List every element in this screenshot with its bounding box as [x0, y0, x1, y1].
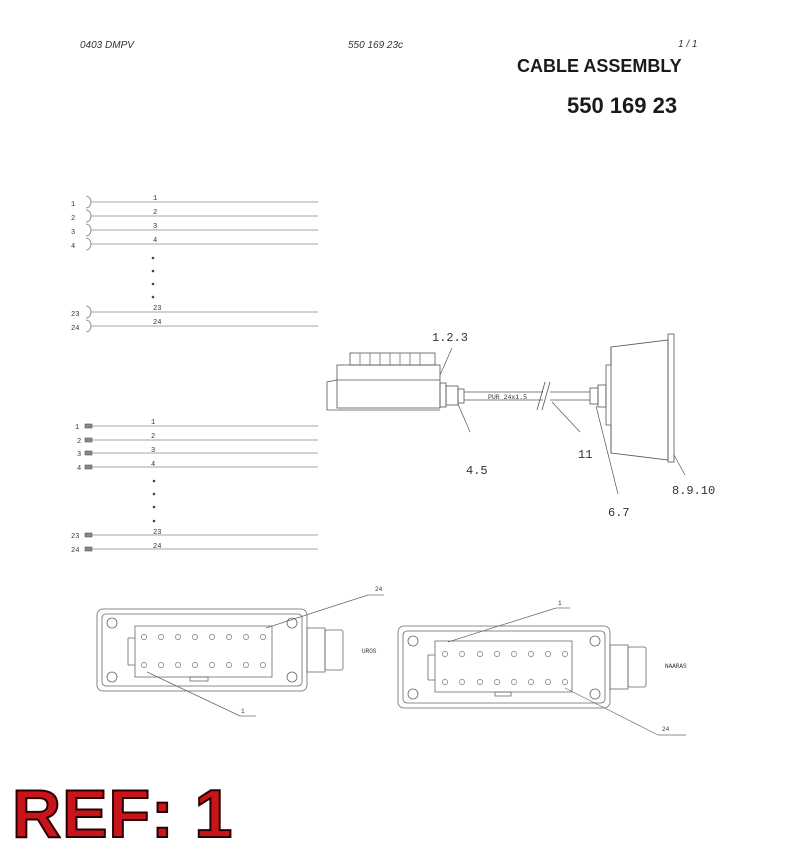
header-document-number: 550 169 23c	[348, 40, 404, 51]
wire-label: 23	[153, 305, 162, 313]
leader-line	[147, 672, 240, 716]
pin-callout: 1	[241, 708, 245, 715]
wire-label: 4	[153, 237, 158, 245]
leader-line	[596, 406, 618, 494]
leader-line	[674, 455, 685, 475]
leader-line	[448, 608, 556, 642]
left-connector-hood	[327, 353, 464, 410]
pin-label: 4	[71, 243, 76, 251]
wire-label: 3	[153, 223, 158, 231]
connector-face-right	[398, 600, 687, 735]
continuation-dots	[152, 257, 155, 299]
callout-label: 6.7	[608, 506, 630, 520]
header-left-code: 0403 DMPV	[80, 40, 134, 51]
pin-symbol	[85, 533, 92, 537]
continuation-dots	[153, 480, 156, 523]
right-connector-housing	[590, 334, 674, 462]
wire-label: 23	[153, 529, 162, 537]
wiring-list-bottom	[71, 419, 318, 555]
pin-symbol	[85, 424, 92, 428]
pin-symbol	[85, 547, 92, 551]
pin-label: 23	[71, 311, 80, 319]
callout-label: 11	[578, 448, 593, 462]
reference-stamp: REF: 1	[12, 776, 234, 852]
pin-label: 24	[71, 325, 80, 333]
socket-symbol	[86, 238, 91, 250]
pin-label: 3	[77, 451, 82, 459]
wiring-list-top	[71, 195, 318, 333]
socket-symbol	[86, 196, 91, 208]
pin-label: 1	[71, 201, 76, 209]
leader-line	[440, 348, 452, 375]
socket-symbol	[86, 210, 91, 222]
connector-face-left	[97, 586, 384, 716]
pin-symbol	[85, 451, 92, 455]
connector-type-label: UROS	[362, 648, 377, 655]
leader-line	[266, 595, 368, 628]
leader-line	[552, 402, 580, 432]
pin-label: 1	[75, 424, 80, 432]
pin-callout: 1	[558, 600, 562, 607]
wire-label: 24	[153, 543, 162, 551]
pin-label: 24	[71, 547, 80, 555]
wire-label: 24	[153, 319, 162, 327]
pin-callout: 24	[662, 726, 670, 733]
wire-label: 4	[151, 461, 156, 469]
wire-label: 1	[153, 195, 158, 203]
wire-label: 1	[151, 419, 156, 427]
cable-break-mark	[537, 382, 545, 410]
cable-break-mark	[542, 382, 550, 410]
header-page-number: 1 / 1	[678, 39, 698, 50]
pin-label: 2	[77, 438, 82, 446]
callout-label: 8.9.10	[672, 484, 716, 498]
callout-label: 1.2.3	[432, 331, 469, 345]
socket-symbol	[86, 306, 91, 318]
pin-callout: 24	[375, 586, 383, 593]
socket-symbol	[86, 320, 91, 332]
pin-label: 3	[71, 229, 76, 237]
drawing-title: CABLE ASSEMBLY	[517, 56, 682, 76]
connector-type-label: NAARAS	[665, 663, 687, 670]
contact-pins	[442, 651, 567, 684]
pin-symbol	[85, 438, 92, 442]
callout-label: 4.5	[466, 464, 488, 478]
leader-line	[458, 404, 470, 432]
socket-symbol	[86, 224, 91, 236]
wire-label: 3	[151, 447, 156, 455]
pin-label: 23	[71, 533, 80, 541]
cable-assembly-view	[327, 331, 715, 520]
wire-label: 2	[151, 433, 156, 441]
wire-label: 2	[153, 209, 158, 217]
contact-pins	[141, 634, 265, 667]
cable-spec-label: PUR 24x1.5	[488, 394, 528, 401]
pin-symbol	[85, 465, 92, 469]
leader-line	[565, 688, 658, 735]
part-number: 550 169 23	[567, 93, 678, 118]
pin-label: 2	[71, 215, 76, 223]
pin-label: 4	[77, 465, 82, 473]
